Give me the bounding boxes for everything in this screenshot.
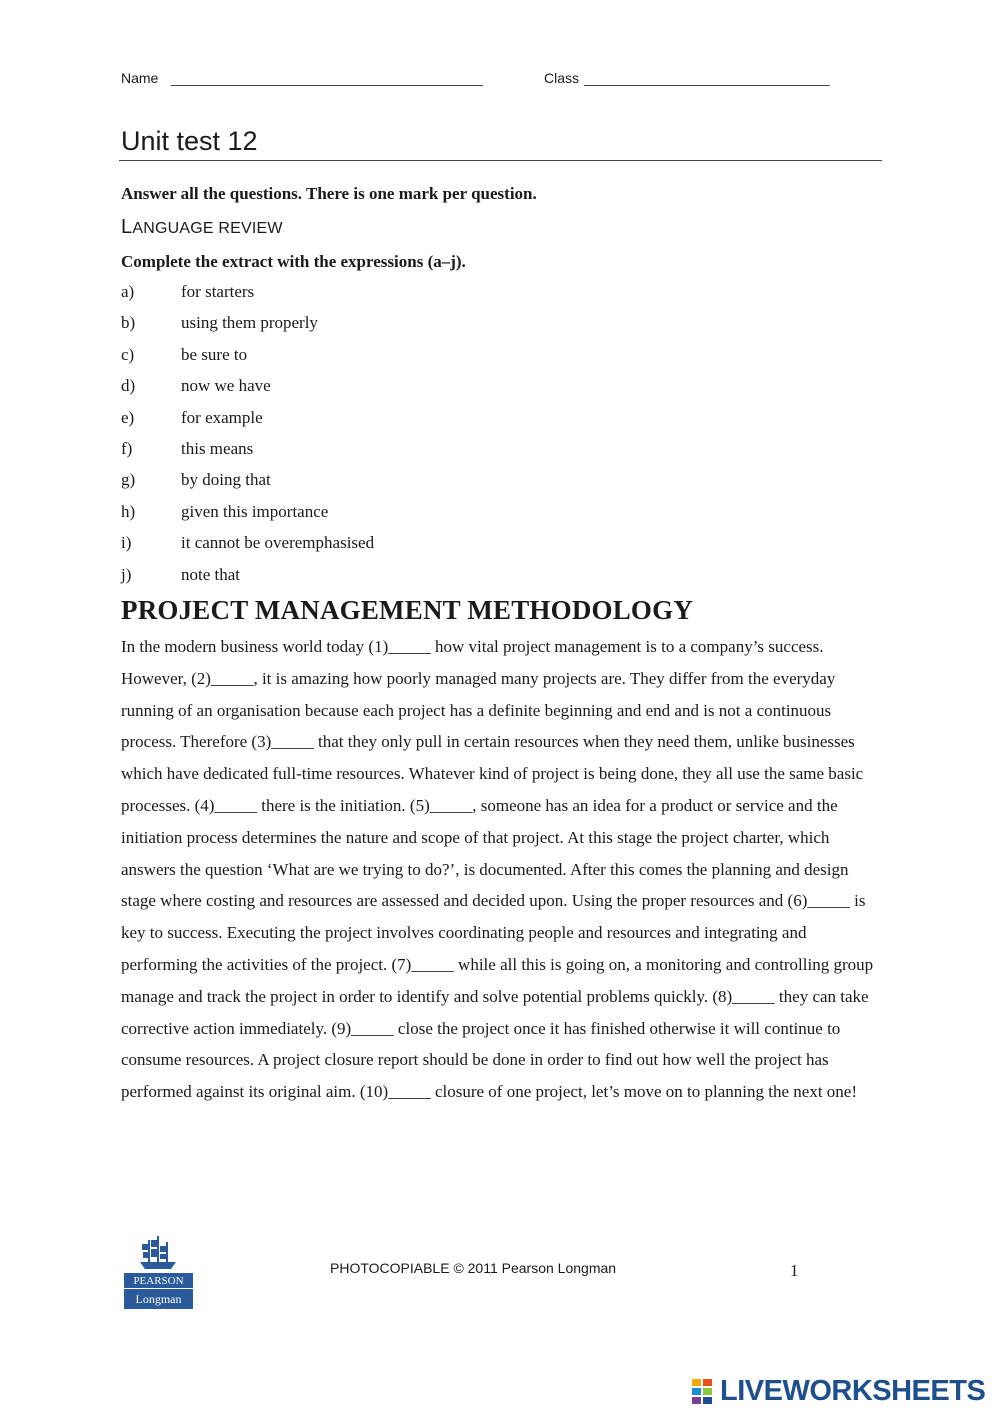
list-item — [121, 343, 721, 374]
item-text: now we have — [181, 376, 271, 396]
page-number: 1 — [790, 1261, 799, 1280]
expressions-list — [121, 280, 721, 594]
logo-top-text: PEARSON — [133, 1275, 184, 1287]
item-text: using them properly — [181, 313, 318, 333]
pearson-longman-logo — [124, 1232, 193, 1309]
list-item — [121, 406, 721, 437]
list-item — [121, 374, 721, 405]
item-letter: i) — [121, 533, 132, 553]
name-label: Name — [121, 70, 159, 86]
name-class-row — [121, 68, 881, 90]
item-text: it cannot be overemphasised — [181, 533, 375, 553]
section-first-letter: L — [121, 216, 133, 238]
article-heading: PROJECT MANAGEMENT METHODOLOGY — [121, 595, 694, 625]
list-item — [121, 311, 721, 342]
item-text: given this importance — [181, 501, 329, 521]
class-label: Class — [544, 70, 580, 86]
logo-bottom-text: Longman — [135, 1292, 182, 1306]
section-heading — [121, 216, 283, 239]
list-item — [121, 468, 721, 499]
item-letter: a) — [121, 282, 135, 301]
task-instruction: Complete the extract with the expressions (a–j). — [121, 252, 466, 271]
title-divider — [119, 160, 882, 161]
liveworksheets-text: LIVEWORKSHEETS — [720, 1375, 986, 1407]
item-letter: b) — [121, 313, 136, 333]
general-instruction: Answer all the questions. There is one mark per question. — [121, 184, 537, 203]
item-letter: g) — [121, 470, 136, 490]
item-text: for example — [181, 407, 263, 427]
footer-copyright: PHOTOCOPIABLE © 2011 Pearson Longman — [330, 1260, 617, 1276]
item-letter: h) — [121, 501, 136, 521]
list-item — [121, 280, 721, 311]
list-item — [121, 500, 721, 531]
liveworksheets-icon — [690, 1376, 716, 1406]
page-title: Unit test 12 — [121, 126, 258, 156]
article-passage: In the modern business world today (1)_____ how vital project management is to a company’s success. However, (2)_____, it is amazing how poorly managed many projects are. They differ from the everyday running of an organisation because each project has a definite beginning and end and is not a continuous process. Therefore (3)_____ that they only pull in certain resources when they need them, unlike businesses which have dedicated full-time resources. Whatever kind of project is being done, they all use the same basic processes. (4)_____ there is the initiation. (5)_____, someone has an idea for a product or service and the initiation process determines the nature and scope of that project. At this stage the project charter, which answers the question ‘What are we trying to do?’, is documented. After this comes the planning and design stage where costing and resources are assessed and decided upon. Using the proper resources and (6)_____ is key to success. Executing the project involves coordinating people and resources and integrating and performing the activities of the project. (7)_____ while all this is going on, a monitoring and controlling group manage and track the project in order to identify and solve potential problems quickly. (8)_____ they can take corrective action immediately. (9)_____ close the project once it has finished otherwise it will continue to consume resources. A project closure report should be done in order to find out how well the project has performed against its original aim. (10)_____ closure of one project, let’s move on to planning the next one! — [121, 637, 874, 1102]
item-text: be sure to — [181, 344, 248, 364]
item-letter: j) — [121, 564, 132, 584]
class-field-line[interactable] — [584, 85, 830, 86]
item-letter: e) — [121, 407, 135, 427]
ship-icon — [124, 1232, 193, 1309]
section-rest: ANGUAGE REVIEW — [132, 220, 283, 237]
item-letter: f) — [121, 438, 133, 458]
list-item — [121, 531, 721, 562]
item-text: for starters — [181, 282, 255, 301]
item-letter: c) — [121, 344, 135, 364]
item-text: this means — [181, 438, 254, 458]
liveworksheets-watermark — [690, 1376, 992, 1406]
list-item — [121, 563, 721, 594]
list-item — [121, 437, 721, 468]
item-text: note that — [181, 564, 241, 584]
item-letter: d) — [121, 376, 136, 396]
name-field-line[interactable] — [171, 85, 483, 86]
item-text: by doing that — [181, 470, 271, 490]
